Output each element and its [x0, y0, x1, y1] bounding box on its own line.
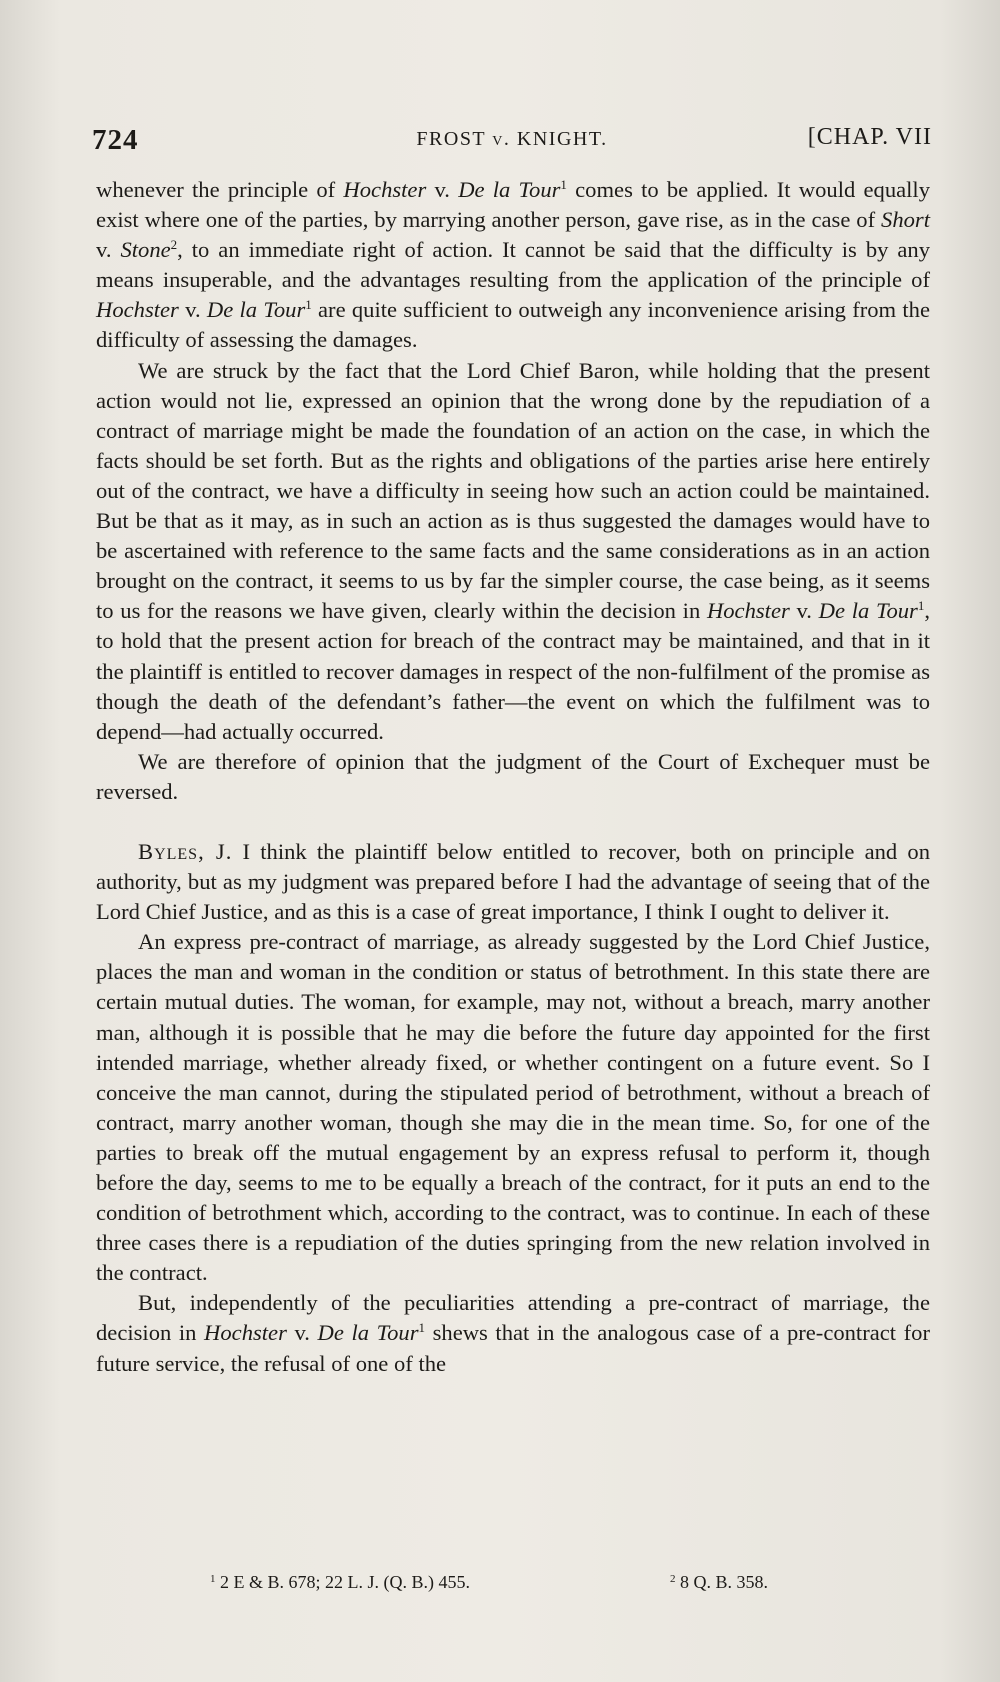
case-name: Stone	[120, 237, 171, 263]
paragraph	[96, 747, 930, 807]
footnote-reference: 1	[418, 1320, 426, 1336]
footnote-reference: 1	[560, 177, 567, 192]
text-run: v.	[286, 1320, 318, 1346]
paragraph	[96, 175, 930, 356]
running-title: FROST v. KNIGHT.	[416, 128, 608, 150]
text-run: v.	[96, 237, 121, 263]
footnote-1	[210, 1572, 470, 1593]
case-name: Hochster	[343, 177, 427, 202]
text-run: whenever the principle of	[96, 177, 344, 202]
text-run: , to an immediate right of action. It cannot be said that the difficulty is by any means insuperable, and the advantages resulting from the application of the principle of	[96, 237, 930, 293]
text-run: We are therefore of opinion that the judgment of the Court of Exchequer must be reversed.	[96, 748, 930, 804]
footnote-2	[670, 1572, 768, 1593]
footnote-reference: 1	[305, 297, 312, 313]
text-run: are quite sufficient to outweigh any inconvenience arising from the difficulty of assessing the damages.	[96, 297, 930, 353]
text-run: I think the plaintiff below entitled to recover, both on principle and on authority, but as my judgment was prepared before I had the advantage of seeing that of the Lord Chief Justice, and as this is a case of great importance, I think I ought to deliver it.	[96, 838, 931, 925]
case-name: De la Tour	[206, 297, 306, 323]
text-run: But, independently of the peculiarities attending a pre-contract of marriage, the decision in	[96, 1290, 930, 1346]
text-run: v.	[789, 598, 819, 624]
paragraph	[96, 1288, 930, 1378]
footnote-text: 8 Q. B. 358.	[680, 1572, 769, 1592]
footnote-reference: 1	[917, 598, 925, 614]
page-number: 724	[92, 124, 139, 156]
footnote-mark: 2	[670, 1573, 676, 1585]
footnote-mark: 1	[210, 1573, 216, 1585]
footnote-reference: 2	[170, 237, 178, 253]
text-run: An express pre-contract of marriage, as already suggested by the Lord Chief Justice, places the man and woman in the condition or status of betrothment. In this state there are certain mutual duties. The woman, for example, may not, without a breach, marry another man, although it is possible that he may die before the future day appointed for the first intended marriage, whether already fixed, or whether contingent on a future event. So I conceive the man cannot, during the stipulated period of betrothment, without a breach of contract, marry another woman, though she may die in the mean time. So, for one of the parties to break off the mutual engagement by an express refusal to perform it, though before the day, seems to me to be equally a breach of the contract, for it puts an end to the condition of betrothment which, according to the contract, was to continue. In each of these three cases there is a repudiation of the duties springing from the new relation involved in the contract.	[96, 929, 930, 1286]
case-name: Hochster	[204, 1320, 287, 1346]
text-run: We are struck by the fact that the Lord Chief Baron, while holding that the present action would not lie, expressed an opinion that the wrong done by the repudiation of a contract of marriage might be made the foundation of an action on the case, in which the facts should be set forth. But as the rights and obligations of the parties arise here entirely out of the contract, we have a difficulty in seeing how such an action could be maintained. But be that as it may, as in such an action as is thus suggested the damages would have to be ascertained with reference to the same facts and the same considerations as in an action brought on the contract, it seems to us by far the simpler course, the case being, as it seems to us for the reasons we have given, clearly within the decision in	[96, 357, 930, 624]
paragraph	[96, 356, 930, 747]
chapter-label: [CHAP. VII	[807, 124, 932, 150]
page-header	[92, 118, 932, 158]
case-name: De la Tour	[458, 177, 561, 202]
text-run: comes to be applied. It would equally exist where one of the parties, by marrying another person, gave rise, as in the case of	[96, 177, 930, 233]
footnote-text: 2 E & B. 678; 22 L. J. (Q. B.) 455.	[220, 1572, 470, 1592]
case-name: De la Tour	[317, 1320, 419, 1346]
text-run: v.	[426, 177, 459, 202]
case-name: Hochster	[96, 297, 179, 323]
judge-name: Byles, J.	[138, 838, 233, 864]
paragraph	[96, 927, 930, 1288]
body-text	[96, 175, 930, 1379]
text-run: shews that in the analogous case of a pre-contract for future service, the refusal of one of the	[96, 1320, 931, 1376]
text-run: , to hold that the present action for breach of the contract may be maintained, and that in it the plaintiff is entitled to recover damages in respect of the non-fulfilment of the promise as though the death of the defendant’s father—the event on which the fulfilment was to depend—had actually occurred.	[96, 598, 931, 744]
case-name: Hochster	[706, 598, 790, 624]
case-name: De la Tour	[818, 598, 918, 624]
footnotes	[210, 1572, 910, 1602]
paragraph	[96, 837, 930, 927]
text-run: v.	[178, 297, 207, 323]
case-name: Short	[881, 207, 930, 233]
